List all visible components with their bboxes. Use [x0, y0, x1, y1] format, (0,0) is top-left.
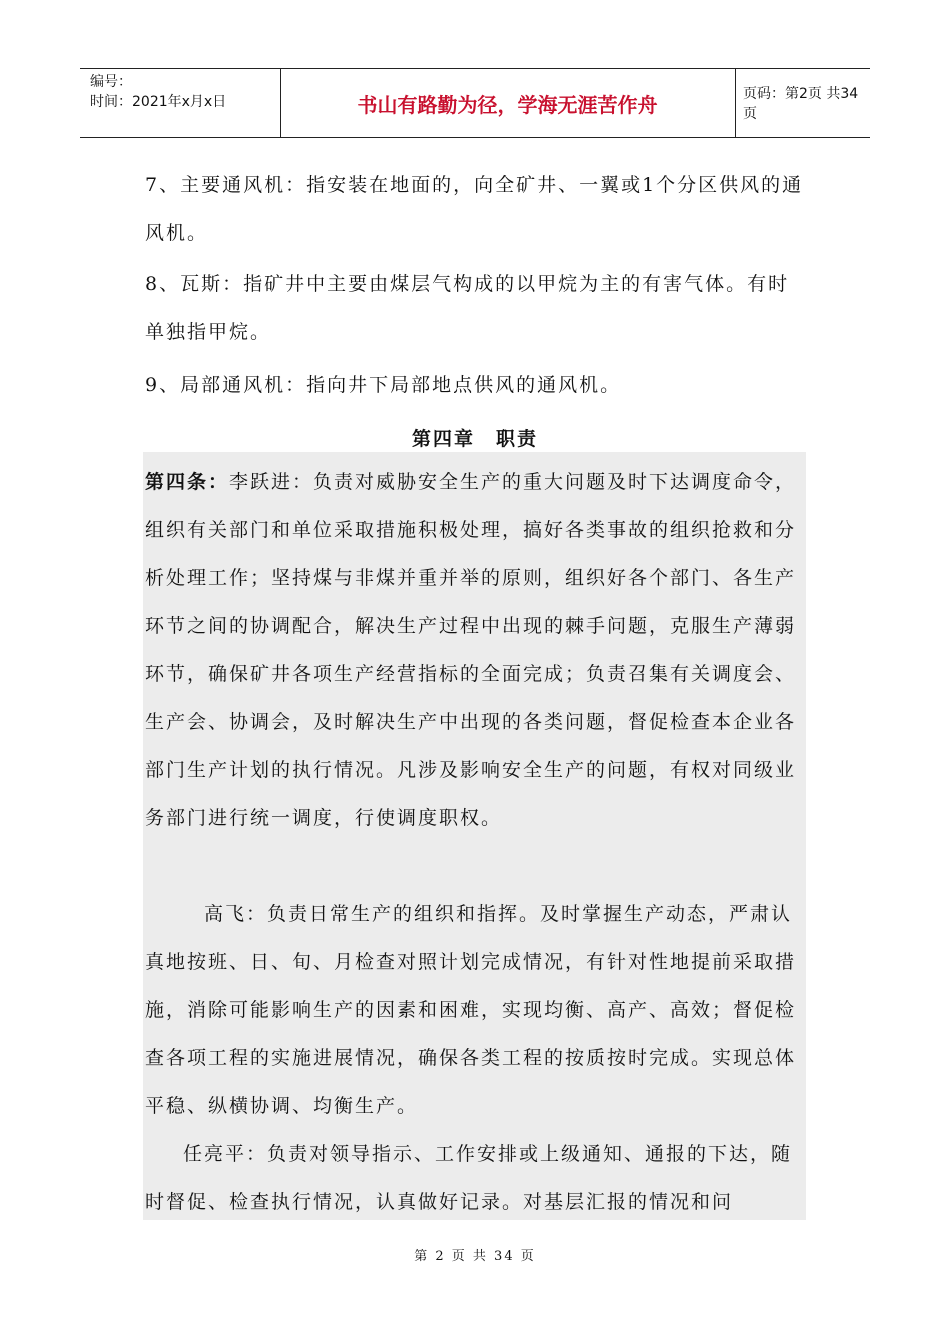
article-label: 第四条：: [145, 471, 230, 493]
number-label: 编号：: [90, 74, 132, 90]
page-footer: 第 2 页 共 34 页: [414, 1249, 536, 1264]
article-paragraph: [145, 458, 810, 842]
header-meta: [90, 72, 226, 112]
time-label: 时间：2021年x月x日: [90, 94, 227, 110]
definition-item: 8、瓦斯：指矿井中主要由煤层气构成的以甲烷为主的有害气体。有时单独指甲烷。: [145, 273, 790, 343]
page-header: [80, 68, 870, 138]
duty-paragraph: 高飞：负责日常生产的组织和指挥。及时掌握生产动态，严肃认真地按班、日、旬、月检查对照计划完成情况，有针对性地提前采取措施，消除可能影响生产的因素和困难，实现均衡、高产、高效；督促检查各项工程的实施进展情况，确保各类工程的按质按时完成。实现总体平稳、纵横协调、均衡生产。: [145, 903, 797, 1117]
definition-item: 9、局部通风机：指向井下局部地点供风的通风机。: [145, 374, 622, 396]
article-text: 李跃进：负责对威胁安全生产的重大问题及时下达调度命令，组织有关部门和单位采取措施积极处理，搞好各类事故的组织抢救和分析处理工作；坚持煤与非煤并重并举的原则，组织好各个部门、各生产环节之间的协调配合，解决生产过程中出现的棘手问题，克服生产薄弱环节，确保矿井各项生产经营指标的全面完成；负责召集有关调度会、生产会、协调会，及时解决生产中出现的各类问题，督促检查本企业各部门生产计划的执行情况。凡涉及影响安全生产的问题，有权对同级业务部门进行统一调度，行使调度职权。: [145, 471, 797, 829]
header-page-code: 页码：第2页 共34页: [743, 86, 859, 122]
duty-paragraph: 任亮平：负责对领导指示、工作安排或上级通知、通报的下达，随时督促、检查执行情况，认真做好记录。对基层汇报的情况和问: [145, 1143, 793, 1213]
header-divider: [735, 69, 736, 137]
chapter-title: 第四章 职责: [411, 428, 538, 450]
header-motto: 书山有路勤为径，学海无涯苦作舟: [357, 92, 658, 117]
definition-item: 7、主要通风机：指安装在地面的，向全矿井、一翼或1个分区供风的通风机。: [145, 174, 804, 244]
